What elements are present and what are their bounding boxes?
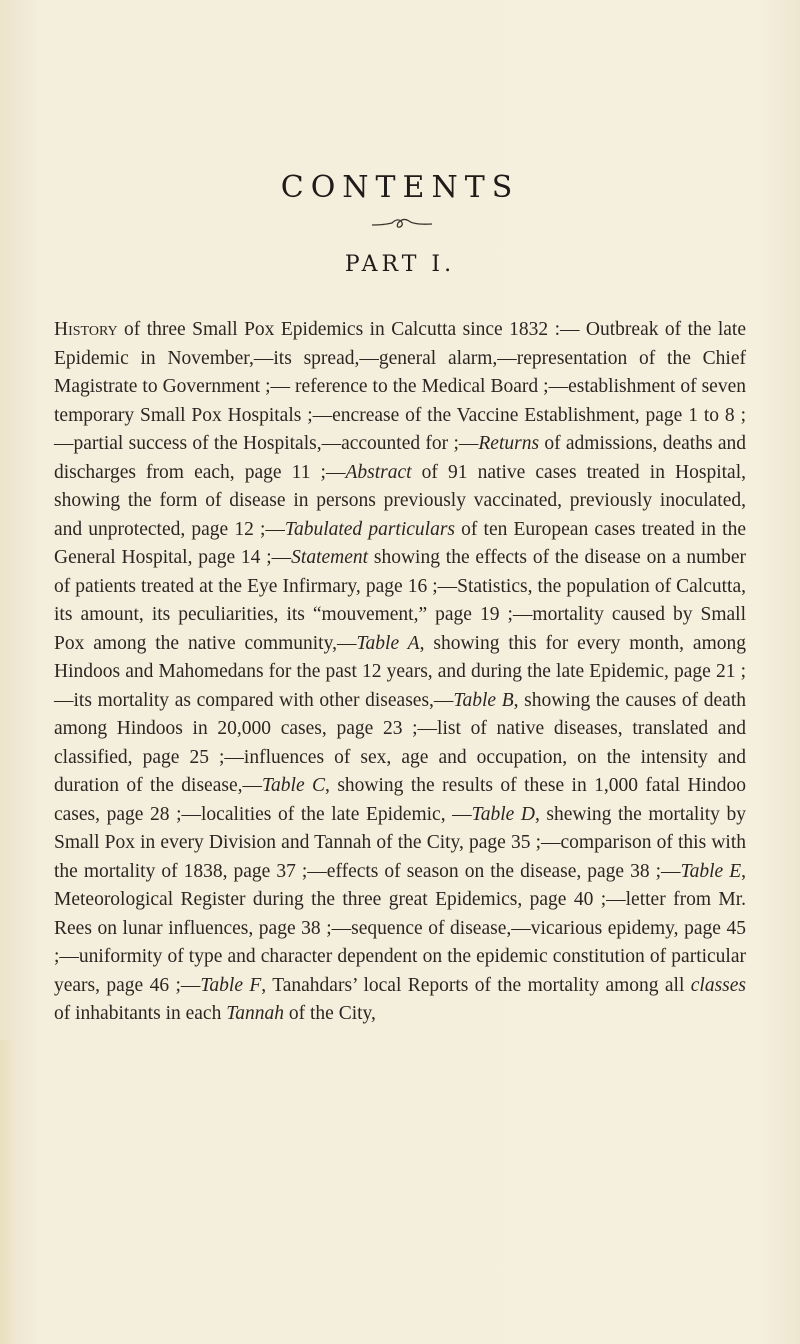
- italic-reference: Abstract: [345, 461, 412, 483]
- italic-reference: Table E: [680, 860, 742, 882]
- text-segment: of inhabitants in each: [54, 1003, 227, 1024]
- lead-word: History: [54, 319, 118, 340]
- italic-reference: Table B: [453, 689, 514, 711]
- text-segment: , Tanahdars’ local Reports of the mortality among all: [261, 974, 691, 996]
- text-segment: of admissions, deaths and discharges from each, page 11 ;—: [54, 433, 746, 483]
- italic-reference: classes: [690, 974, 747, 996]
- text-segment: , shewing the mortality by Small Pox in every Division and Tannah of the City, page 35 ;—comparison of this with the mortality of 1838, page 37 ;—effects of season on the disease, page 38 ;—: [54, 803, 746, 882]
- italic-reference: Table C: [261, 775, 326, 796]
- italic-reference: Table F: [200, 974, 262, 996]
- part-heading: PART I.: [344, 252, 456, 277]
- text-segment: , Meteorological Register during the three great Epidemics, page 40 ;—letter from Mr. Rees on lunar influences, page 38 ;—sequence of disease,—vicarious epidemy, page 45 ;—uniformity of type and character dependent on the epidemic constitution of particular years, page 46 ;—: [54, 860, 746, 996]
- italic-reference: Tabulated particulars: [284, 518, 456, 540]
- text-segment: of 91 native cases treated in Hospital, showing the form of disease in persons previously vaccinated, previously inoculated, and unprotected, page 12 ;—: [54, 461, 747, 540]
- italic-reference: Statement: [291, 547, 369, 568]
- text-segment: , showing the causes of death among Hindoos in 20,000 cases, page 23 ;—list of native diseases, translated and classified, page 25 ;—influences of sex, age and occupation, on the intensity and duration of the disease,—: [54, 689, 746, 796]
- italic-reference: Tannah: [226, 1003, 285, 1024]
- contents-title: CONTENTS: [280, 170, 520, 205]
- flourish-ornament: [370, 214, 434, 234]
- text-segment: of three Small Pox Epidemics in Calcutta since 1832 :— Outbreak of the late Epidemic in November,—its spread,—general alarm,—representation of the Chief Magistrate to Government ;— reference to the Medical Board ;—establishment of seven temporary Small Pox Hospitals ;—encrease of the Vaccine Establishment, page 1 to 8 ;—partial success of the Hospitals,—accounted for ;—: [54, 319, 746, 454]
- contents-paragraph: [54, 316, 746, 1029]
- text-segment: of the City,: [284, 1003, 376, 1024]
- text-segment: , showing the results of these in 1,000 fatal Hindoo cases, page 28 ;—localities of the late Epidemic, —: [54, 775, 746, 825]
- text-segment: showing the effects of the disease on a number of patients treated at the Eye Infirmary, page 16 ;—Statistics, the population of Calcutta, its amount, its peculiarities, its “mouvement,” page 19 ;—mortality caused by Small Pox among the native community,—: [54, 547, 747, 654]
- italic-reference: Table D: [471, 803, 535, 825]
- text-segment: , showing this for every month, among Hindoos and Mahomedans for the past 12 years, and during the late Epidemic, page 21 ;—its mortality as compared with other diseases,—: [54, 632, 747, 711]
- italic-reference: Returns: [478, 433, 540, 454]
- page-edge-shadow: [0, 1040, 14, 1344]
- italic-reference: Table A: [356, 632, 420, 654]
- text-segment: of ten European cases treated in the General Hospital, page 14 ;—: [54, 518, 746, 568]
